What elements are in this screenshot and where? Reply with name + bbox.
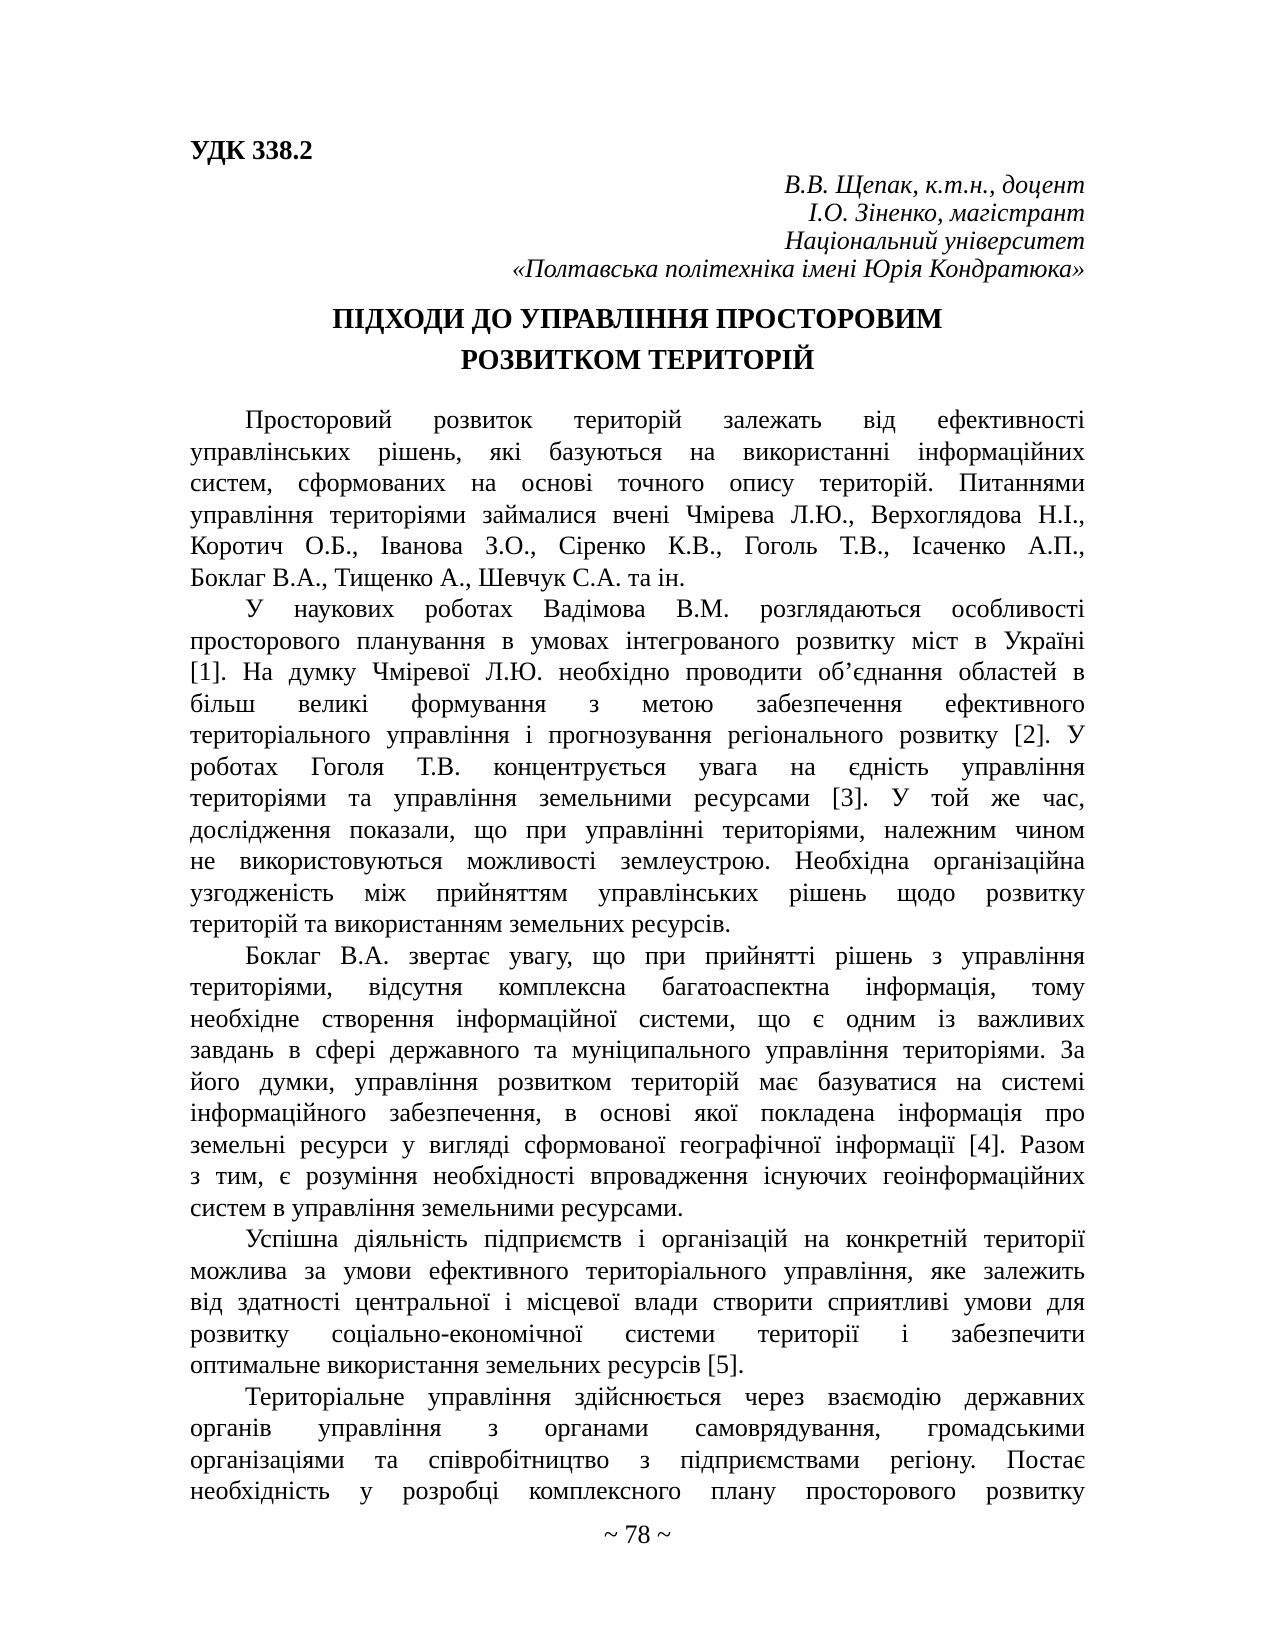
- article-title: [190, 299, 1085, 381]
- body-line: розвитку соціально-економічної системи території і забезпечити: [190, 1318, 1085, 1348]
- body-line: управління територіями займалися вчені Чмірева Л.Ю., Верхоглядова Н.І.,: [190, 499, 1085, 529]
- body-line: територіального управління і прогнозування регіонального розвитку [2]. У: [190, 720, 1085, 749]
- body-line: У наукових роботах Вадімова В.М. розглядаються особливості: [245, 594, 1085, 623]
- body-line: необхідне створення інформаційної системи, що є одним із важливих: [190, 1003, 1085, 1033]
- body-line: інформаційного забезпечення, в основі якої покладена інформація про: [190, 1098, 1085, 1127]
- author-line: І.О. Зіненко, магістрант: [808, 199, 1085, 227]
- body-line: земельні ресурси у вигляді сформованої географічної інформації [4]. Разом: [190, 1129, 1085, 1159]
- body-line: органів управління з органами самоврядування, громадськими: [190, 1413, 1085, 1442]
- body-line: завдань в сфері державного та муніципального управління територіями. За: [190, 1035, 1085, 1064]
- author-block: [190, 171, 1085, 283]
- body-line: територій та використанням земельних ресурсів.: [190, 909, 731, 938]
- body-line: роботах Гоголя Т.В. концентрується увага на єдність управління: [190, 751, 1085, 781]
- body-paragraphs: [190, 404, 1085, 1507]
- body-line: дослідження показали, що при управлінні територіями, належним чином: [190, 814, 1085, 844]
- affiliation-line: Національний університет: [784, 227, 1085, 255]
- body-line: Коротич О.Б., Іванова З.О., Сіренко К.В., Гоголь Т.В., Ісаченко А.П.,: [190, 531, 1085, 560]
- body-line: узгодженість між прийняттям управлінських рішень щодо розвитку: [190, 877, 1085, 907]
- article-title-line: РОЗВИТКОМ ТЕРИТОРІЙ: [460, 345, 815, 376]
- body-line: Боклаг В.А., Тищенко А., Шевчук С.А. та ін.: [190, 562, 686, 592]
- body-line: необхідність у розробці комплексного плану просторового розвитку: [190, 1476, 1085, 1505]
- body-line: з тим, є розуміння необхідності впровадження існуючих геоінформаційних: [190, 1161, 1085, 1190]
- affiliation-line: «Полтавська політехніка імені Юрія Кондратюка»: [511, 255, 1085, 283]
- body-line: від здатності центральної і місцевої влади створити сприятливі умови для: [190, 1287, 1085, 1316]
- body-line: просторового планування в умовах інтегрованого розвитку міст в Україні: [190, 625, 1085, 655]
- body-line: Успішна діяльність підприємств і організацій на конкретній території: [245, 1224, 1085, 1253]
- body-line: територіями та управління земельними ресурсами [3]. У той же час,: [190, 783, 1085, 812]
- article-title-line: ПІДХОДИ ДО УПРАВЛІННЯ ПРОСТОРОВИМ: [332, 304, 943, 335]
- body-line: організаціями та співробітництво з підприємствами регіону. Постає: [190, 1444, 1085, 1474]
- body-line: Просторовий розвиток територій залежать від ефективності: [245, 405, 1085, 434]
- body-line: його думки, управління розвитком територій має базуватися на системі: [190, 1066, 1085, 1096]
- body-line: управлінських рішень, які базуються на використанні інформаційних: [190, 436, 1085, 466]
- body-line: систем, сформованих на основі точного опису територій. Питаннями: [190, 468, 1085, 497]
- body-line: Боклаг В.А. звертає увагу, що при прийнятті рішень з управління: [245, 940, 1085, 970]
- body-line: можлива за умови ефективного територіального управління, яке залежить: [190, 1255, 1085, 1285]
- body-line: [1]. На думку Чміревої Л.Ю. необхідно проводити об’єднання областей в: [190, 657, 1085, 686]
- body-line: територіями, відсутня комплексна багатоаспектна інформація, тому: [190, 972, 1085, 1001]
- author-line: В.В. Щепак, к.т.н., доцент: [784, 171, 1085, 199]
- page-number: ~ 78 ~: [603, 1520, 672, 1549]
- body-line: систем в управління земельними ресурсами.: [190, 1192, 684, 1222]
- body-line: оптимальне використання земельних ресурсів [5].: [190, 1350, 745, 1379]
- body-line: більш великі формування з метою забезпечення ефективного: [190, 688, 1085, 718]
- udk-classification-label: УДК 338.2: [190, 135, 313, 165]
- body-line: не використовуються можливості землеустрою. Необхідна організаційна: [190, 846, 1085, 875]
- body-line: Територіальне управління здійснюється через взаємодію державних: [245, 1381, 1085, 1411]
